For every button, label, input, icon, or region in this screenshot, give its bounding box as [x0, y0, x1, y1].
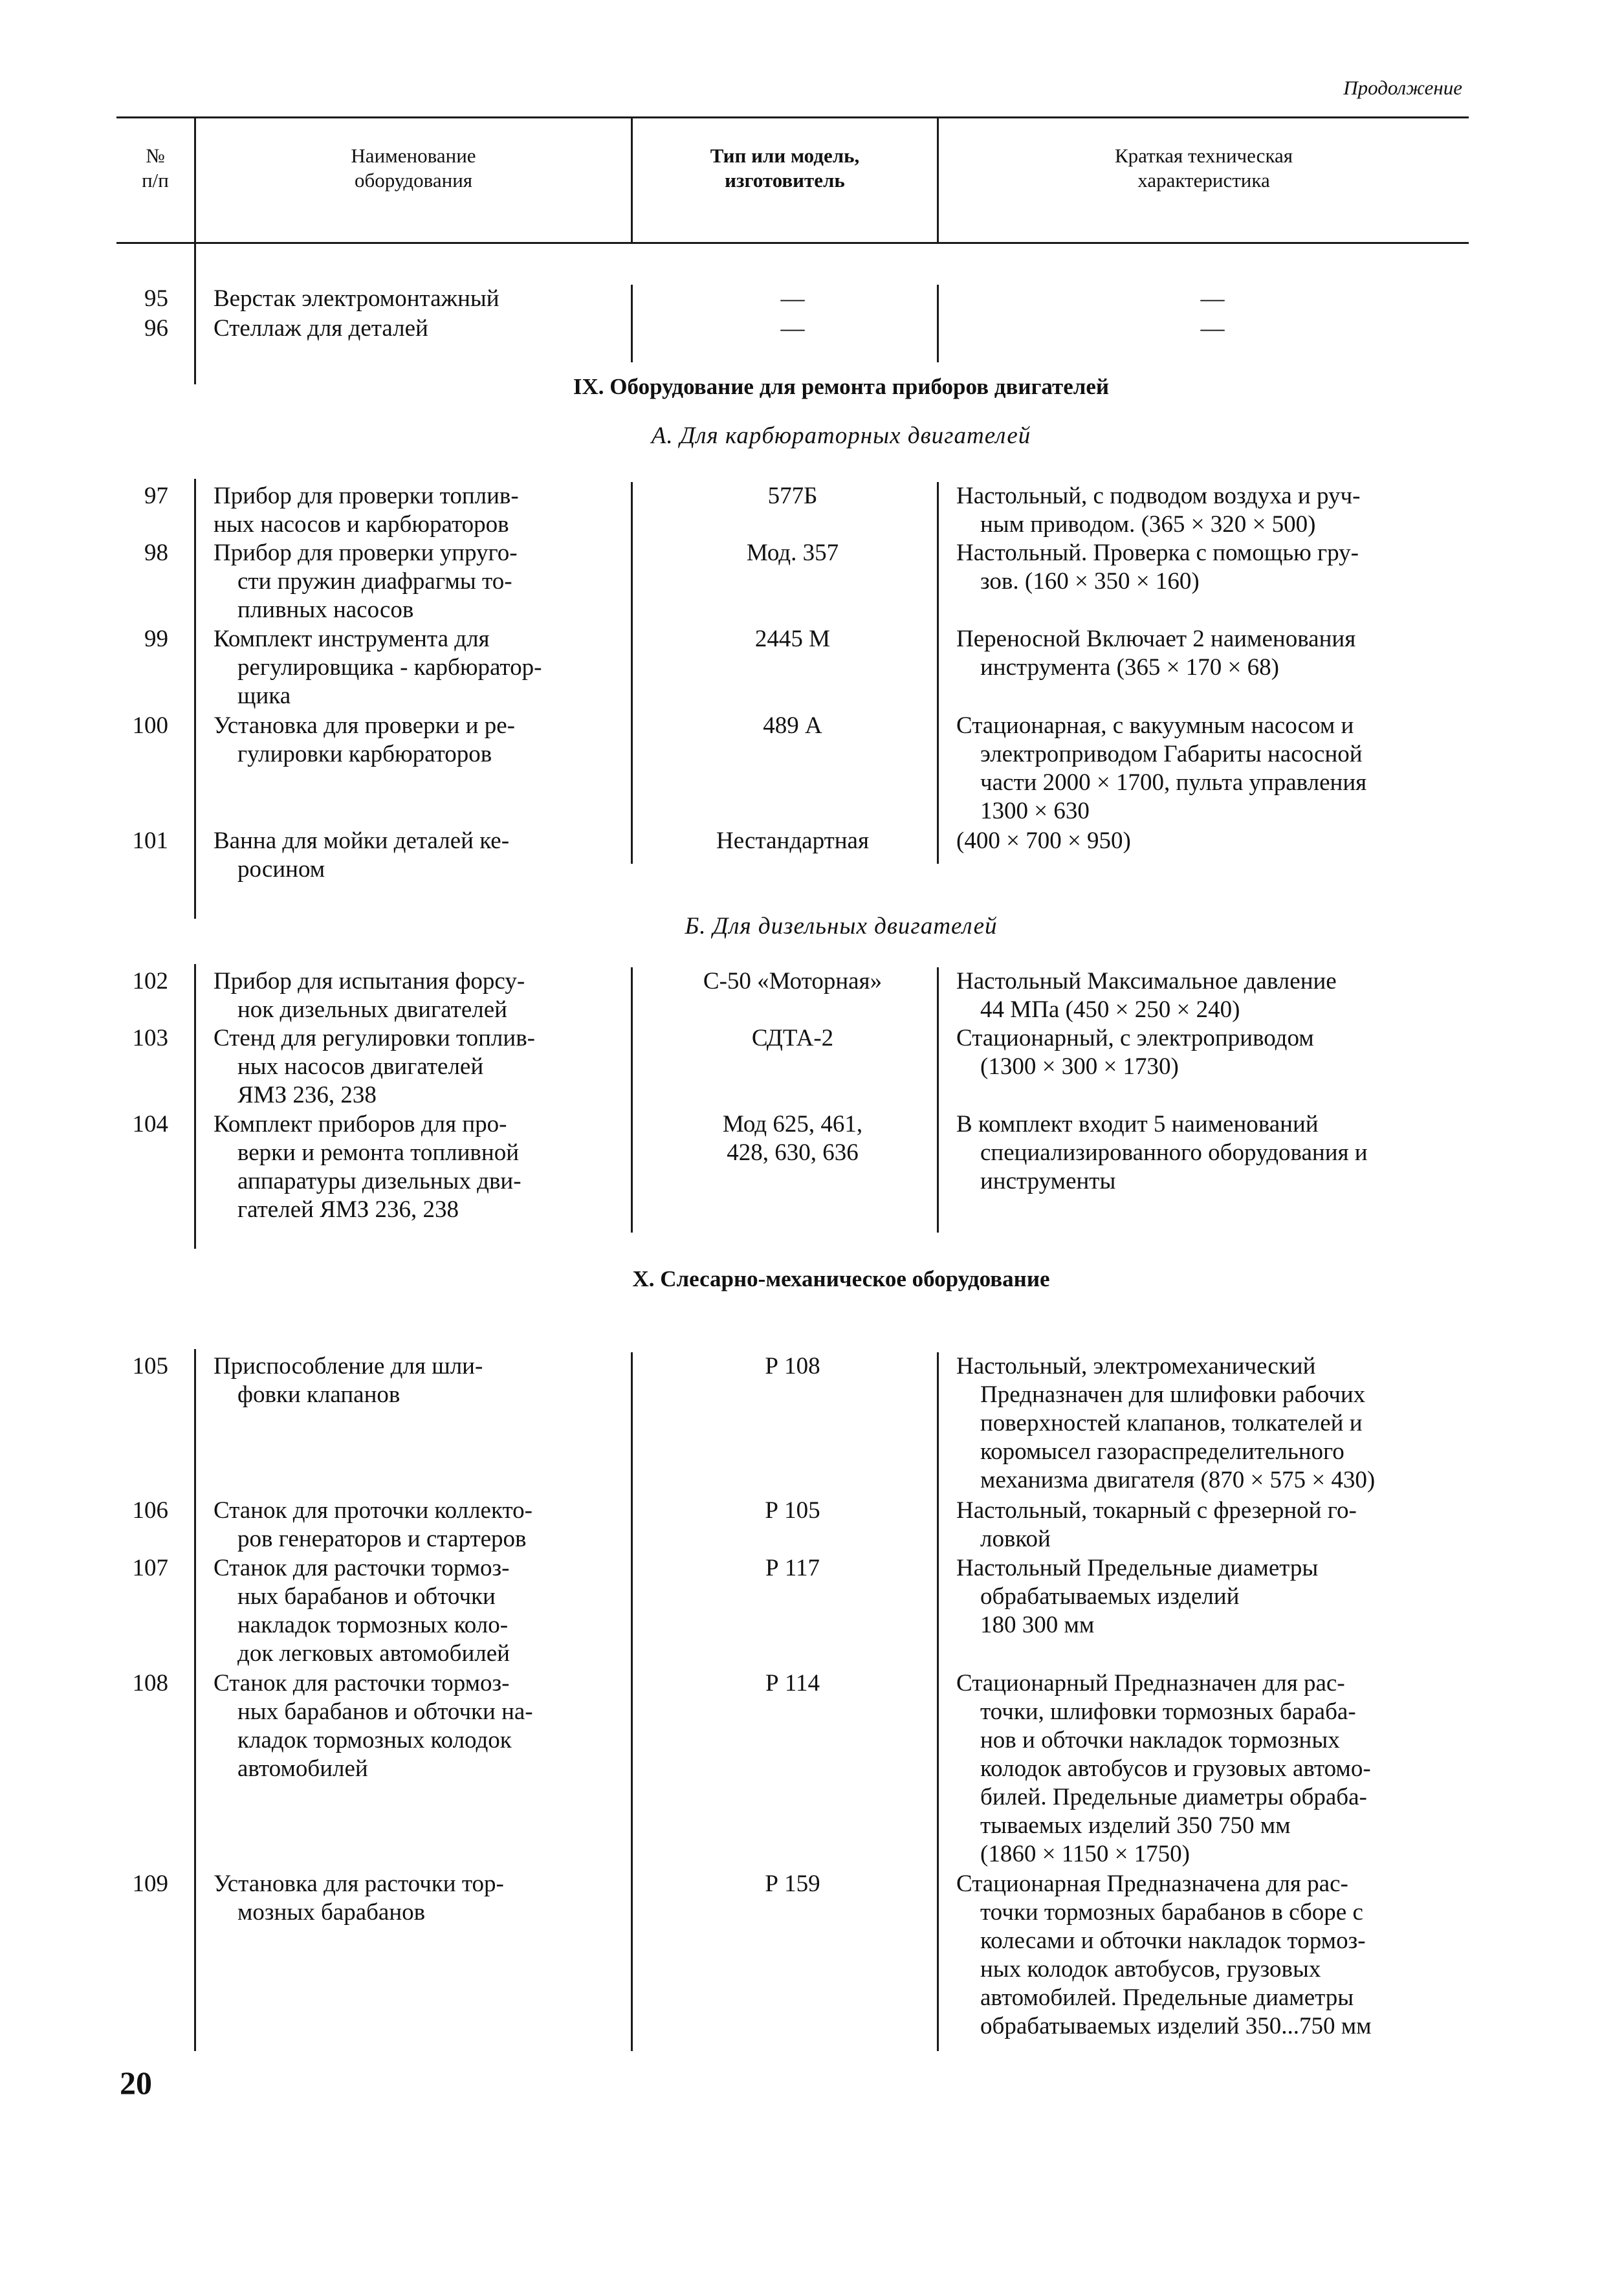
row-95-spec: —	[1200, 285, 1225, 312]
row-105-spec: Настольный, электромеханический Предназначен для шлифовки рабочих поверхностей клапанов, толкателей и коромысел газораспределительного механизма двигателя (870 × 575 × 430)	[956, 1353, 1376, 1493]
row-103-spec: Стационарный, с электроприводом (1300 × 300 × 1730)	[956, 1025, 1314, 1080]
row-97-name: Прибор для проверки топлив- ных насосов и карбюраторов	[214, 483, 519, 538]
row-101-name: Ванна для мойки деталей ке- росином	[214, 828, 510, 883]
row-102-name: Прибор для испытания форсу- нок дизельных двигателей	[214, 968, 525, 1023]
row-96-name: Стеллаж для деталей	[214, 315, 428, 342]
header-spec: Краткая техническая характеристика	[1114, 144, 1293, 192]
row-99-name: Комплект инструмента для регулировщика - карбюратор- щика	[214, 626, 542, 709]
header-num: № п/п	[142, 144, 169, 192]
subsection-b-title: Б. Для дизельных двигателей	[685, 913, 998, 939]
row-98-spec: Настольный. Проверка с помощью гру- зов. (160 × 350 × 160)	[956, 540, 1359, 595]
row-100-spec: Стационарная, с вакуумным насосом и электроприводом Габариты насосной части 2000 × 1700, пульта управления 1300 × 630	[956, 712, 1367, 824]
col-line-3-d	[937, 1352, 939, 2051]
row-98-model: Мод. 357	[746, 540, 839, 566]
row-108-spec: Стационарный Предназначен для рас- точки, шлифовки тормозных бараба- нов и обточки накладок тормозных колодок автобусов и грузовых автомо- билей. Предельные диаметры обраба- тываемых изделий 350 750 мм (1860 × 1150 × 1750)	[956, 1670, 1371, 1867]
row-104-model: Мод 625, 461, 428, 630, 636	[722, 1111, 863, 1166]
row-102-spec: Настольный Максимальное давление 44 МПа (450 × 250 × 240)	[956, 968, 1337, 1023]
row-109-model: Р 159	[765, 1871, 820, 1897]
section-x-title: X. Слесарно-механическое оборудование	[632, 1266, 1050, 1291]
row-97-model: 577Б	[767, 483, 818, 509]
col-line-2-c	[631, 967, 633, 1233]
row-103-num: 103	[132, 1025, 168, 1051]
row-99-num: 99	[144, 626, 168, 652]
row-105-name: Приспособление для шли- фовки клапанов	[214, 1353, 483, 1408]
page-number: 20	[120, 2065, 152, 2101]
row-106-name: Станок для проточки коллекто- ров генераторов и стартеров	[214, 1497, 532, 1552]
row-95-name: Верстак электромонтажный	[214, 285, 499, 312]
row-107-model: Р 117	[765, 1555, 820, 1581]
row-109-name: Установка для расточки тор- мозных барабанов	[214, 1871, 504, 1926]
row-96-spec: —	[1200, 315, 1225, 342]
col-line-1-a	[194, 243, 196, 384]
row-98-num: 98	[144, 540, 168, 566]
row-96-num: 96	[144, 315, 168, 342]
row-106-spec: Настольный, токарный с фрезерной го- ловкой	[956, 1497, 1357, 1552]
row-103-model: СДТА-2	[751, 1025, 834, 1051]
row-98-name: Прибор для проверки упруго- сти пружин диафрагмы то- пливных насосов	[214, 540, 518, 623]
row-104-spec: В комплект входит 5 наименований специализированного оборудования и инструменты	[956, 1111, 1368, 1194]
row-105-num: 105	[132, 1353, 168, 1379]
row-102-model: С-50 «Моторная»	[703, 968, 883, 994]
row-101-model: Нестандартная	[716, 828, 869, 854]
col-line-3-c	[937, 967, 939, 1233]
row-100-num: 100	[132, 712, 168, 739]
col-line-2-d	[631, 1352, 633, 2051]
row-107-name: Станок для расточки тормоз- ных барабанов и обточки накладок тормозных коло- док легковых автомобилей	[214, 1555, 510, 1667]
header-model: Тип или модель, изготовитель	[710, 144, 860, 192]
row-100-name: Установка для проверки и ре- гулировки карбюраторов	[214, 712, 515, 767]
row-109-num: 109	[132, 1871, 168, 1897]
row-100-model: 489 А	[763, 712, 822, 739]
header-name: Наименование оборудования	[351, 144, 476, 192]
row-103-name: Стенд для регулировки топлив- ных насосов двигателей ЯМЗ 236, 238	[214, 1025, 535, 1108]
row-101-spec: (400 × 700 × 950)	[956, 828, 1131, 854]
row-104-num: 104	[132, 1111, 168, 1137]
col-line-1-b	[194, 479, 196, 919]
row-107-num: 107	[132, 1555, 168, 1581]
header-bottom-rule	[116, 242, 1469, 244]
header-top-rule	[116, 116, 1469, 118]
row-95-num: 95	[144, 285, 168, 312]
section-ix-title: IX. Оборудование для ремонта приборов двигателей	[573, 374, 1110, 399]
row-107-spec: Настольный Предельные диаметры обрабатываемых изделий 180 300 мм	[956, 1555, 1319, 1638]
row-96-model: —	[780, 315, 805, 342]
row-104-name: Комплект приборов для про- верки и ремонта топливной аппаратуры дизельных дви- гателей ЯМЗ 236, 238	[214, 1111, 521, 1223]
row-108-name: Станок для расточки тормоз- ных барабанов и обточки на- кладок тормозных колодок автомобилей	[214, 1670, 533, 1782]
col-line-2-a	[631, 285, 633, 362]
row-101-num: 101	[132, 828, 168, 854]
col-line-1-c	[194, 964, 196, 1249]
row-108-num: 108	[132, 1670, 168, 1697]
row-108-model: Р 114	[765, 1670, 820, 1697]
row-109-spec: Стационарная Предназначена для рас- точки тормозных барабанов в сборе с колесами и обточки накладок тормоз- ных колодок автобусов, грузовых автомобилей. Предельные диаметры обрабатываемых изделий 350...750 мм	[956, 1871, 1372, 2039]
row-106-model: Р 105	[765, 1497, 820, 1524]
row-99-spec: Переносной Включает 2 наименования инструмента (365 × 170 × 68)	[956, 626, 1356, 681]
row-105-model: Р 108	[765, 1353, 820, 1379]
row-99-model: 2445 М	[754, 626, 831, 652]
continuation-label: Продолжение	[1343, 76, 1462, 99]
row-106-num: 106	[132, 1497, 168, 1524]
row-97-num: 97	[144, 483, 168, 509]
row-102-num: 102	[132, 968, 168, 994]
row-97-spec: Настольный, с подводом воздуха и руч- ным приводом. (365 × 320 × 500)	[956, 483, 1361, 538]
subsection-a-title: А. Для карбюраторных двигателей	[651, 423, 1031, 449]
row-95-model: —	[780, 285, 805, 312]
col-line-1-d	[194, 1349, 196, 2051]
col-line-2-b	[631, 482, 633, 864]
